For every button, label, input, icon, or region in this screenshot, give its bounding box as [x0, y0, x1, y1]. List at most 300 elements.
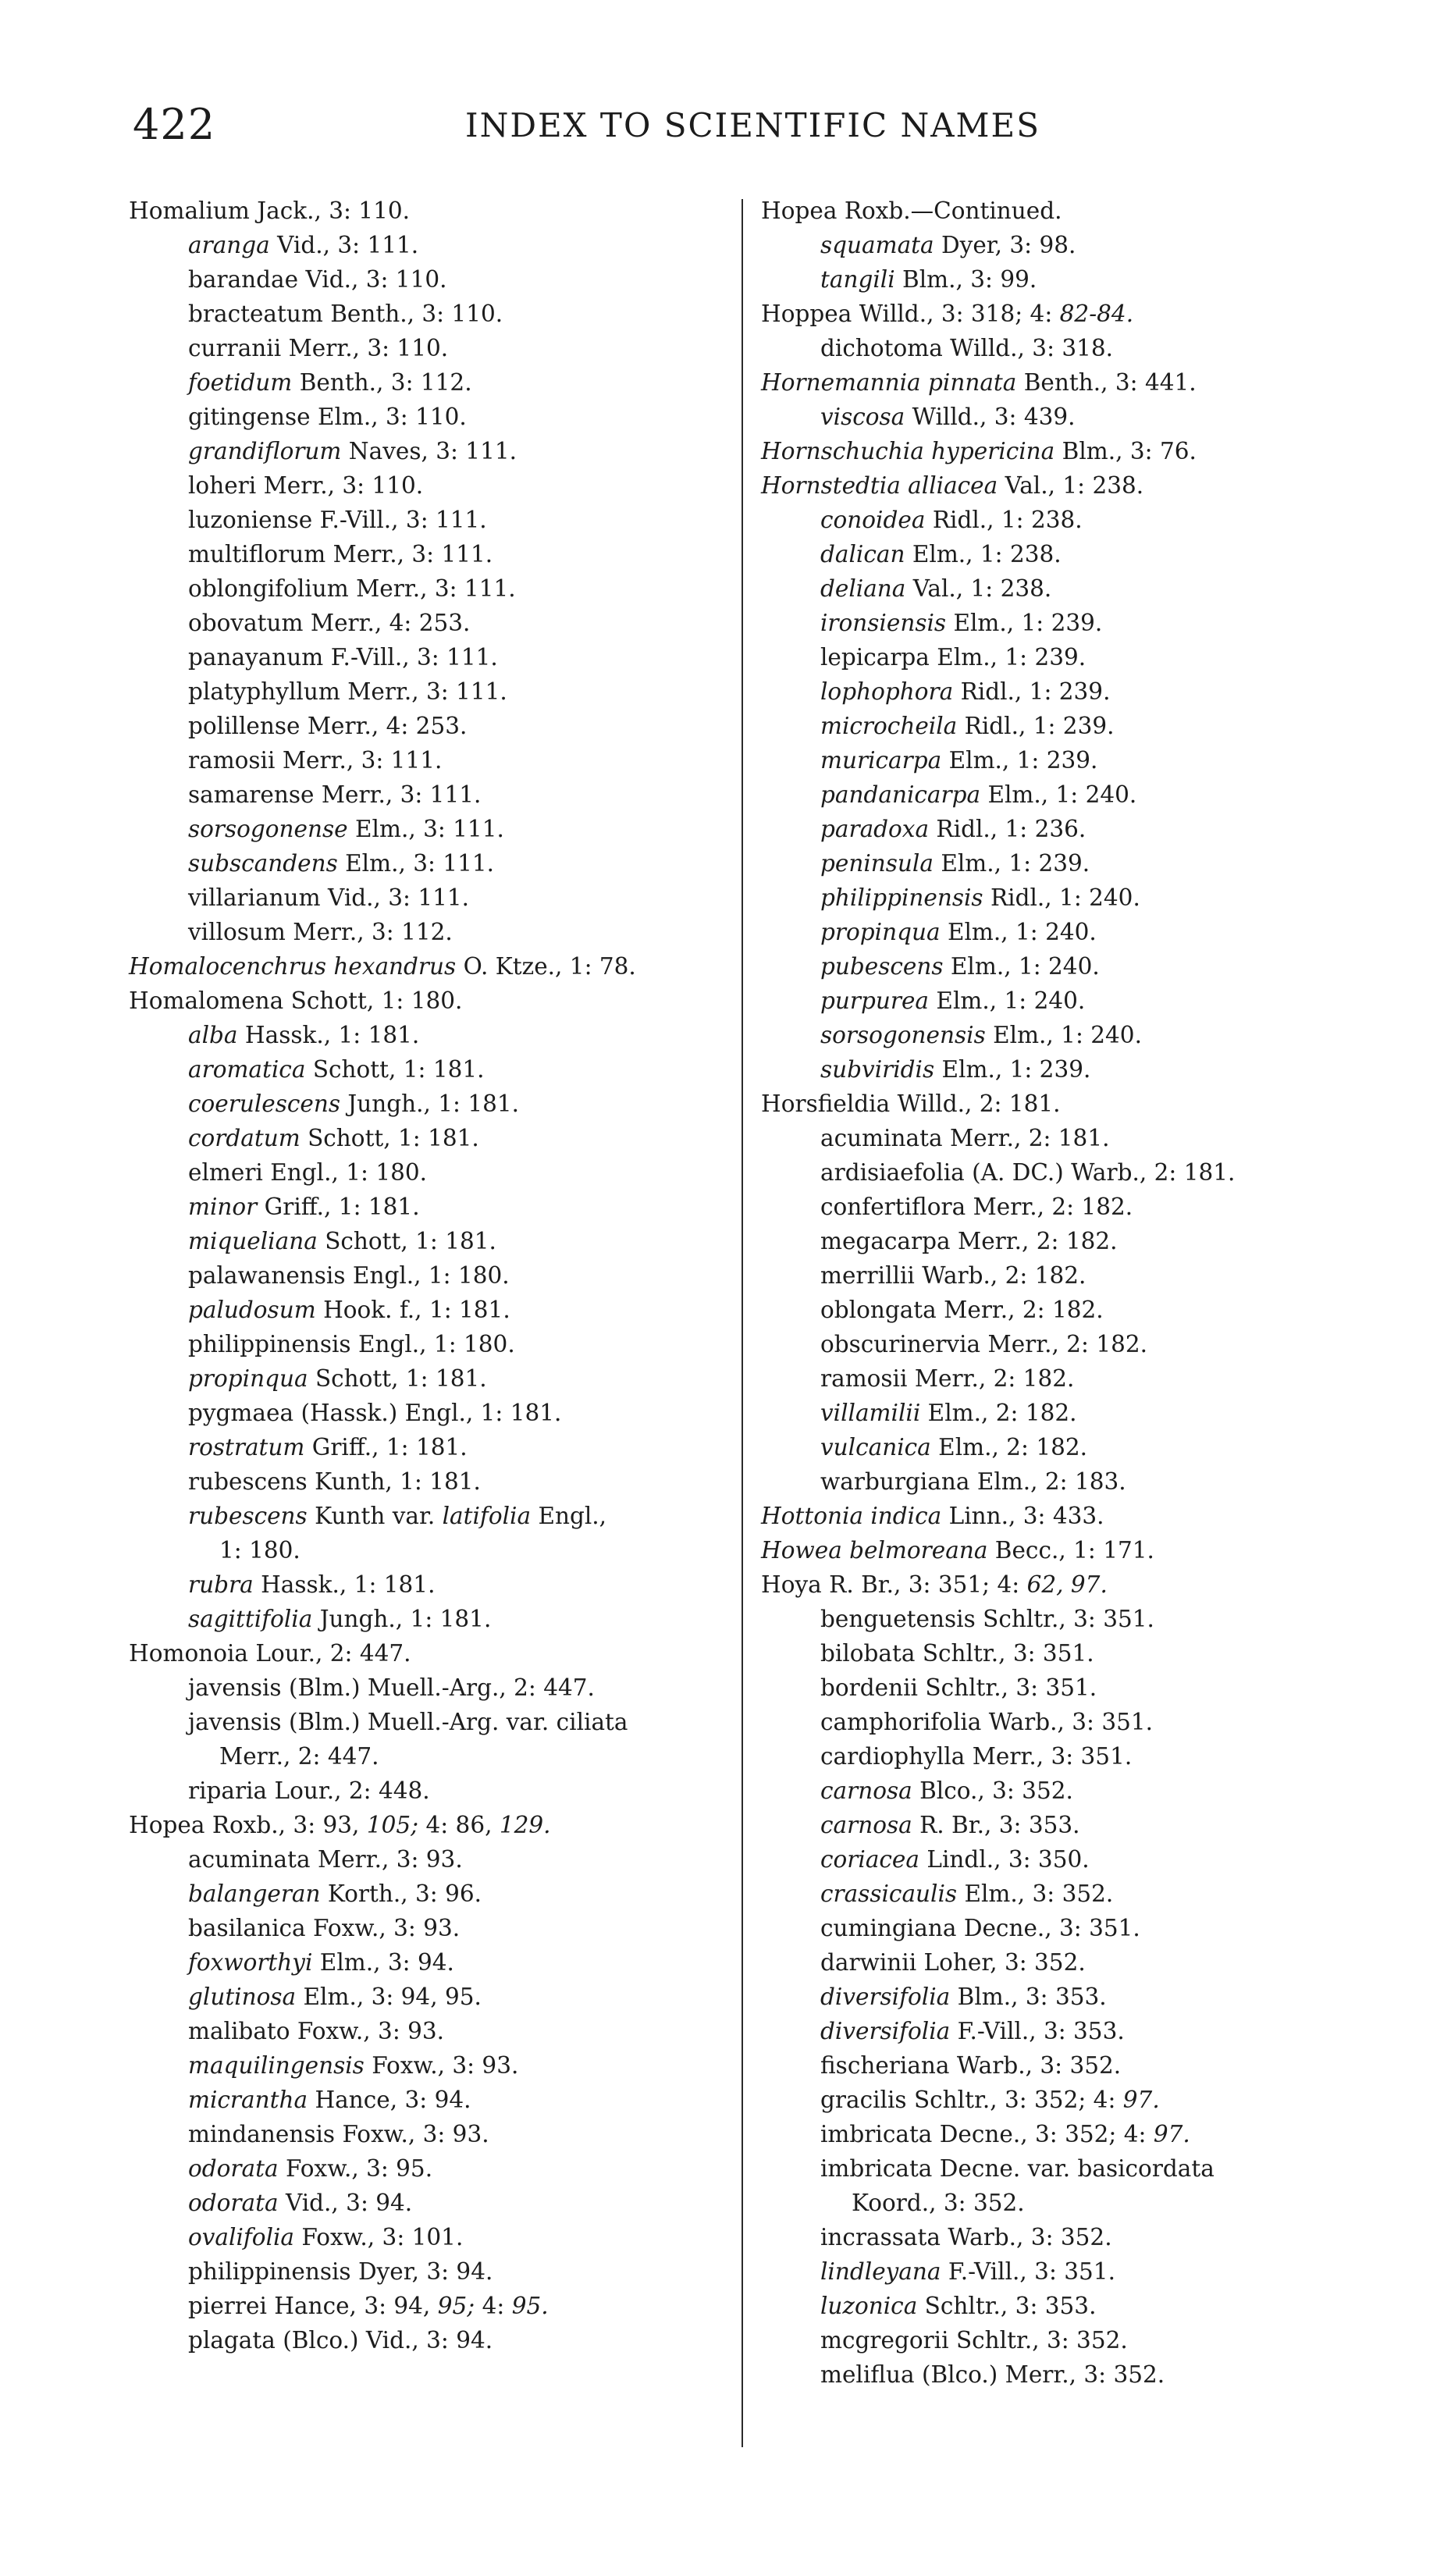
index-entry: [129, 2083, 738, 2117]
entry-reference: Schltr., 3: 351.: [922, 1640, 1094, 1667]
index-entry: [129, 331, 738, 365]
index-entry: [761, 812, 1370, 846]
entry-reference: Lour., 2: 447.: [255, 1640, 411, 1667]
entry-name: confertiflora: [820, 1194, 966, 1220]
entry-reference: F.-Vill., 3: 351.: [948, 2258, 1115, 2285]
index-entry: [761, 949, 1370, 984]
index-entry: [761, 571, 1370, 606]
index-entry: [761, 400, 1370, 434]
index-entry: [129, 2289, 738, 2323]
entry-reference: Decne. var. basicordata: [939, 2155, 1215, 2182]
index-entry: [129, 881, 738, 915]
index-entry: [761, 1018, 1370, 1052]
entry-name: rostratum: [188, 1434, 305, 1461]
index-entry: [129, 194, 738, 228]
entry-name: benguetensis: [820, 1606, 976, 1632]
entry-reference: Willd., 3: 439.: [912, 404, 1076, 430]
entry-reference: Elm., 2: 182.: [938, 1434, 1087, 1461]
entry-reference: Elm., 2: 182.: [927, 1400, 1077, 1426]
entry-reference: Elm., 1: 240.: [993, 1022, 1142, 1048]
entry-name: villamilii: [820, 1400, 921, 1426]
entry-reference: Merr., 2: 182.: [944, 1297, 1104, 1323]
entry-reference-extra: 4:: [1093, 2087, 1116, 2113]
entry-reference: Hook. f., 1: 181.: [323, 1297, 510, 1323]
entry-reference: Foxw., 3: 93.: [342, 2121, 489, 2147]
entry-name: viscosa: [820, 404, 905, 430]
index-entry: [129, 709, 738, 743]
index-entry: [129, 1464, 738, 1499]
entry-reference: Becc., 1: 171.: [994, 1537, 1154, 1564]
entry-reference: Engl., 1: 180.: [270, 1159, 428, 1186]
index-entry: [761, 1190, 1370, 1224]
index-entry: [129, 1705, 738, 1739]
entry-reference-extra: 4:: [482, 2293, 505, 2319]
index-entry: [129, 1327, 738, 1361]
entry-name: barandae: [188, 266, 299, 293]
entry-reference: Engl., 1: 180.: [352, 1262, 510, 1289]
entry-reference: (A. DC.) Warb., 2: 181.: [972, 1159, 1236, 1186]
entry-name: grandiflorum: [188, 438, 342, 464]
entry-reference: (Blm.) Muell.-Arg. var. ciliata: [288, 1709, 628, 1735]
entry-reference: Elm., 1: 239.: [941, 1056, 1091, 1083]
entry-reference: Elm., 1: 239.: [948, 747, 1098, 774]
index-entry: [129, 2117, 738, 2151]
entry-name: malibato: [188, 2018, 290, 2044]
entry-name: loheri: [188, 472, 257, 499]
entry-name: odorata: [188, 2155, 279, 2182]
entry-reference: Schltr., 3: 351.: [925, 1674, 1097, 1701]
entry-name: lindleyana: [820, 2258, 941, 2285]
entry-name: miqueliana: [188, 1228, 318, 1254]
entry-reference: Elm., 1: 240.: [936, 987, 1086, 1014]
entry-reference: Schltr., 3: 352.: [955, 2327, 1128, 2354]
index-entry: [761, 2151, 1370, 2186]
index-entry: [761, 1155, 1370, 1190]
index-entry: [761, 2117, 1370, 2151]
index-entry: [761, 503, 1370, 537]
entry-name: rubra: [188, 1571, 254, 1598]
entry-reference: Merr., 2: 182.: [973, 1194, 1133, 1220]
entry-name: dichotoma: [820, 335, 943, 361]
entry-reference-extra: 4:: [1030, 301, 1053, 327]
index-entry: [761, 1258, 1370, 1293]
index-entry: [129, 2220, 738, 2254]
entry-name: ironsiensis: [820, 610, 947, 636]
entry-name: curranii: [188, 335, 282, 361]
entry-name: carnosa: [820, 1777, 912, 1804]
index-entry: [129, 1121, 738, 1155]
entry-reference: (Blco.) Merr., 3: 352.: [921, 2361, 1165, 2388]
entry-reference: Warb., 3: 351.: [988, 1709, 1154, 1735]
entry-name: villosum: [188, 919, 286, 945]
index-entry: [129, 1567, 738, 1602]
index-entry: [129, 2254, 738, 2289]
index-entry: [129, 1293, 738, 1327]
index-entry: [761, 1464, 1370, 1499]
index-entry-continuation: [761, 2186, 1370, 2220]
entry-name: peninsula: [820, 850, 934, 877]
index-entry: [761, 2357, 1370, 2392]
entry-reference: Dyer, 3: 94.: [357, 2258, 493, 2285]
entry-reference: Val., 1: 238.: [912, 575, 1052, 602]
entry-reference: Elm., 1: 239.: [937, 644, 1086, 671]
index-entry: [129, 1430, 738, 1464]
entry-reference-extra: Engl.,: [538, 1503, 607, 1529]
entry-name: ramosii: [820, 1365, 908, 1392]
index-entry: [129, 537, 738, 571]
entry-name: aranga: [188, 232, 270, 258]
index-entry: [129, 1052, 738, 1087]
index-entry: [129, 949, 738, 984]
entry-reference: Foxw., 3: 93.: [313, 1915, 461, 1941]
entry-name: lophophora: [820, 678, 954, 705]
entry-reference: Jungh., 1: 181.: [347, 1091, 519, 1117]
entry-name: ramosii: [188, 747, 276, 774]
entry-reference: Schott, 1: 181.: [315, 1365, 487, 1392]
index-entry: [761, 228, 1370, 262]
index-entry: [761, 365, 1370, 400]
entry-reference: Foxw., 3: 93.: [372, 2052, 519, 2079]
entry-name: ardisiaefolia: [820, 1159, 965, 1186]
entry-name: propinqua: [188, 1365, 308, 1392]
entry-name: gracilis: [820, 2087, 907, 2113]
entry-name: plagata: [188, 2327, 276, 2354]
entry-reference: Schott, 1: 181.: [308, 1125, 479, 1151]
index-entry: [129, 228, 738, 262]
index-entry: [761, 1705, 1370, 1739]
entry-reference: Benth., 3: 110.: [330, 301, 503, 327]
index-entry: [129, 1670, 738, 1705]
index-entry: [129, 1842, 738, 1877]
entry-name: meliflua: [820, 2361, 915, 2388]
page-number: 422: [133, 100, 216, 149]
entry-name: gitingense: [188, 404, 311, 430]
index-entry: [129, 2048, 738, 2083]
entry-name: foetidum: [188, 369, 293, 396]
entry-reference: Elm., 3: 94, 95.: [303, 1984, 482, 2010]
index-entry: [761, 1499, 1370, 1533]
entry-name: philippinensis: [820, 884, 983, 911]
index-entry: [129, 915, 738, 949]
entry-reference: Merr., 3: 93.: [317, 1846, 463, 1873]
entry-reference: Vid., 3: 111.: [328, 884, 470, 911]
entry-reference: Hance, 3: 94,: [274, 2293, 431, 2319]
entry-reference: (Blm.) Muell.-Arg., 2: 447.: [288, 1674, 595, 1701]
index-entry: [761, 1361, 1370, 1396]
index-entry: [761, 2048, 1370, 2083]
index-entry: [761, 640, 1370, 674]
entry-reference: Blm., 3: 99.: [902, 266, 1037, 293]
entry-reference: Merr., 3: 111.: [333, 541, 493, 568]
index-entry: [129, 1190, 738, 1224]
index-entry: [129, 2186, 738, 2220]
index-entry: [129, 468, 738, 503]
entry-name: rubescens: [188, 1468, 308, 1495]
entry-name: luzonica: [820, 2293, 918, 2319]
left-column: [129, 194, 738, 2357]
entry-reference: Vid., 3: 110.: [305, 266, 447, 293]
index-entry: [761, 1670, 1370, 1705]
entry-reference: Jungh., 1: 181.: [319, 1606, 492, 1632]
entry-reference: Warb., 2: 182.: [922, 1262, 1086, 1289]
entry-reference-extra: 105;: [366, 1812, 419, 1838]
entry-name: sorsogonense: [188, 816, 348, 842]
index-entry: [761, 1087, 1370, 1121]
index-entry: [761, 777, 1370, 812]
index-entry: [761, 674, 1370, 709]
entry-name: palawanensis: [188, 1262, 346, 1289]
index-entry: [129, 262, 738, 297]
index-entry: [129, 365, 738, 400]
entry-reference: Merr., 4: 253.: [307, 713, 468, 739]
index-entry: [761, 1327, 1370, 1361]
entry-reference: Elm., 3: 111.: [355, 816, 504, 842]
index-entry: [129, 571, 738, 606]
index-entry: [761, 1396, 1370, 1430]
entry-reference: O. Ktze., 1: 78.: [463, 953, 636, 980]
entry-reference: Jack., 3: 110.: [257, 197, 410, 224]
entry-name: crassicaulis: [820, 1880, 958, 1907]
entry-name: oblongifolium: [188, 575, 349, 602]
entry-name: panayanum: [188, 644, 324, 671]
index-entry: [129, 743, 738, 777]
entry-reference: Merr., 3: 110.: [288, 335, 449, 361]
index-entry: [761, 2254, 1370, 2289]
entry-reference: Benth., 3: 112.: [299, 369, 472, 396]
entry-reference: Merr., 3: 111.: [282, 747, 443, 774]
entry-reference: Kunth var.: [315, 1503, 436, 1529]
entry-reference: Elm., 2: 183.: [976, 1468, 1126, 1495]
entry-name: deliana: [820, 575, 906, 602]
entry-name: incrassata: [820, 2224, 941, 2250]
entry-reference: Schltr., 3: 351.: [983, 1606, 1154, 1632]
entry-reference: Merr., 2: 182.: [914, 1365, 1075, 1392]
entry-reference-extra: latifolia: [442, 1503, 532, 1529]
entry-reference: Elm., 1: 240.: [947, 919, 1097, 945]
entry-name: propinqua: [820, 919, 941, 945]
entry-name: Hornemannia pinnata: [761, 369, 1017, 396]
index-entry: [129, 1774, 738, 1808]
entry-reference-extra: 97.: [1153, 2121, 1190, 2147]
entry-name: imbricata: [820, 2155, 933, 2182]
entry-reference: Loher, 3: 352.: [923, 1949, 1086, 1976]
entry-name: sagittifolia: [188, 1606, 313, 1632]
entry-name: merrillii: [820, 1262, 915, 1289]
entry-reference: Decne., 3: 352;: [939, 2121, 1117, 2147]
index-entry: [129, 606, 738, 640]
entry-reference-extra: 62, 97.: [1026, 1571, 1108, 1598]
index-entry: [761, 1567, 1370, 1602]
entry-reference: Hance, 3: 94.: [315, 2087, 471, 2113]
column-divider: [742, 199, 743, 2447]
entry-name: tangili: [820, 266, 895, 293]
entry-reference: Merr., 2: 181.: [949, 1125, 1110, 1151]
entry-name: conoidea: [820, 507, 926, 533]
entry-name: glutinosa: [188, 1984, 297, 2010]
entry-name: pygmaea: [188, 1400, 294, 1426]
entry-continuation: Koord., 3: 352.: [852, 2190, 1025, 2216]
index-entry: [761, 2323, 1370, 2357]
entry-reference: Elm., 3: 110.: [317, 404, 467, 430]
entry-reference: Elm., 1: 240.: [987, 781, 1137, 808]
entry-name: philippinensis: [188, 2258, 351, 2285]
entry-name: warburgiana: [820, 1468, 970, 1495]
index-entry: [761, 331, 1370, 365]
entry-reference: Blco., 3: 352.: [919, 1777, 1073, 1804]
entry-name: acuminata: [820, 1125, 943, 1151]
entry-reference: Foxw., 3: 93.: [297, 2018, 445, 2044]
index-entry: [761, 915, 1370, 949]
entry-name: camphorifolia: [820, 1709, 982, 1735]
entry-reference: Hassk., 1: 181.: [244, 1022, 420, 1048]
entry-name: cordatum: [188, 1125, 301, 1151]
entry-name: polillense: [188, 713, 301, 739]
entry-name: micrantha: [188, 2087, 308, 2113]
entry-reference-extra: 97.: [1122, 2087, 1160, 2113]
index-entry: [761, 1293, 1370, 1327]
index-entry: [761, 194, 1370, 228]
entry-reference: R. Br., 3: 353.: [919, 1812, 1080, 1838]
entry-name: odorata: [188, 2190, 279, 2216]
entry-reference: Roxb., 3: 93,: [212, 1812, 360, 1838]
entry-reference: Merr., 2: 182.: [987, 1331, 1148, 1357]
entry-reference: F.-Vill., 3: 111.: [330, 644, 498, 671]
index-entry-continuation: [129, 1533, 738, 1567]
entry-reference: Elm., 1: 240.: [950, 953, 1100, 980]
index-entry: [761, 846, 1370, 881]
index-entry: [129, 1877, 738, 1911]
entry-reference: Ridl., 1: 239.: [964, 713, 1115, 739]
entry-name: pierrei: [188, 2293, 267, 2319]
index-entry: [761, 1877, 1370, 1911]
index-entry: [761, 1945, 1370, 1980]
entry-reference-extra: 129.: [499, 1812, 551, 1838]
entry-reference: Griff., 1: 181.: [311, 1434, 468, 1461]
entry-reference: Naves, 3: 111.: [348, 438, 517, 464]
entry-name: vulcanica: [820, 1434, 931, 1461]
entry-reference: Willd., 2: 181.: [897, 1091, 1061, 1117]
entry-name: villarianum: [188, 884, 321, 911]
entry-name: obovatum: [188, 610, 304, 636]
entry-name: Homalocenchrus hexandrus: [129, 953, 457, 980]
entry-reference: Dyer, 3: 98.: [941, 232, 1076, 258]
entry-name: Hopea: [761, 197, 838, 224]
entry-reference: Elm., 3: 94.: [319, 1949, 454, 1976]
entry-name: diversifolia: [820, 2018, 951, 2044]
entry-name: paludosum: [188, 1297, 316, 1323]
entry-reference: Roxb.—Continued.: [844, 197, 1062, 224]
entry-name: acuminata: [188, 1846, 311, 1873]
entry-reference-extra: 4:: [997, 1571, 1020, 1598]
index-entry: [129, 297, 738, 331]
index-entry: [761, 1052, 1370, 1087]
index-entry: [129, 1396, 738, 1430]
entry-reference-extra: 95.: [511, 2293, 549, 2319]
index-entry: [129, 2014, 738, 2048]
entry-reference: Schltr., 3: 353.: [924, 2293, 1097, 2319]
entry-name: samarense: [188, 781, 315, 808]
entry-name: coerulescens: [188, 1091, 340, 1117]
entry-reference: Schott, 1: 181.: [312, 1056, 485, 1083]
index-entry: [761, 1808, 1370, 1842]
entry-name: Howea belmoreana: [761, 1537, 988, 1564]
entry-name: cumingiana: [820, 1915, 957, 1941]
index-entry: [129, 1087, 738, 1121]
index-entry: [129, 503, 738, 537]
entry-reference: Warb., 3: 352.: [948, 2224, 1112, 2250]
entry-name: subviridis: [820, 1056, 935, 1083]
entry-name: platyphyllum: [188, 678, 340, 705]
entry-name: philippinensis: [188, 1331, 351, 1357]
index-entry: [761, 262, 1370, 297]
entry-name: squamata: [820, 232, 934, 258]
index-entry: [129, 674, 738, 709]
entry-name: imbricata: [820, 2121, 933, 2147]
index-entry: [129, 400, 738, 434]
index-entry: [129, 1499, 738, 1533]
entry-reference: Willd., 3: 318;: [859, 301, 1023, 327]
entry-reference: Linn., 3: 433.: [948, 1503, 1104, 1529]
index-entry: [129, 640, 738, 674]
index-entry: [129, 434, 738, 468]
index-entry: [761, 1533, 1370, 1567]
index-entry: [761, 743, 1370, 777]
index-entry: [761, 1224, 1370, 1258]
entry-reference: Hassk., 1: 181.: [261, 1571, 436, 1598]
entry-name: purpurea: [820, 987, 930, 1014]
running-head: INDEX TO SCIENTIFIC NAMES: [465, 106, 1040, 144]
entry-name: foxworthyi: [188, 1949, 313, 1976]
entry-name: minor: [188, 1194, 258, 1220]
entry-name: sorsogonensis: [820, 1022, 986, 1048]
entry-reference: Blm., 3: 353.: [957, 1984, 1107, 2010]
entry-name: bracteatum: [188, 301, 323, 327]
entry-reference: Merr., 3: 351.: [972, 1743, 1133, 1770]
index-entry: [761, 1121, 1370, 1155]
entry-name: multiflorum: [188, 541, 326, 568]
entry-name: elmeri: [188, 1159, 263, 1186]
index-entry: [761, 537, 1370, 571]
index-entry: [129, 846, 738, 881]
entry-continuation: Merr., 2: 447.: [219, 1743, 379, 1770]
entry-reference: Schltr., 3: 352;: [913, 2087, 1086, 2113]
entry-reference: R. Br., 3: 351;: [829, 1571, 990, 1598]
entry-reference: Lour., 2: 448.: [274, 1777, 430, 1804]
entry-reference: F.-Vill., 3: 111.: [319, 507, 487, 533]
index-entry: [761, 2083, 1370, 2117]
entry-name: pandanicarpa: [820, 781, 981, 808]
index-entry: [761, 468, 1370, 503]
entry-name: coriacea: [820, 1846, 919, 1873]
entry-reference: Val., 1: 238.: [1005, 472, 1144, 499]
entry-name: javensis: [188, 1674, 282, 1701]
entry-name: oblongata: [820, 1297, 937, 1323]
entry-reference: Blm., 3: 76.: [1062, 438, 1197, 464]
entry-name: Hottonia indica: [761, 1503, 942, 1529]
entry-reference: Elm., 1: 239.: [941, 850, 1090, 877]
index-entry: [761, 1602, 1370, 1636]
entry-reference: Benth., 3: 441.: [1023, 369, 1197, 396]
entry-reference: Merr., 3: 111.: [321, 781, 482, 808]
index-entry: [761, 1739, 1370, 1774]
entry-reference: Ridl., 1: 236.: [936, 816, 1086, 842]
index-entry: [129, 1258, 738, 1293]
entry-name: javensis: [188, 1709, 282, 1735]
index-entry: [129, 2323, 738, 2357]
right-column: [761, 194, 1370, 2392]
index-entry: [761, 606, 1370, 640]
index-entry: [129, 1980, 738, 2014]
